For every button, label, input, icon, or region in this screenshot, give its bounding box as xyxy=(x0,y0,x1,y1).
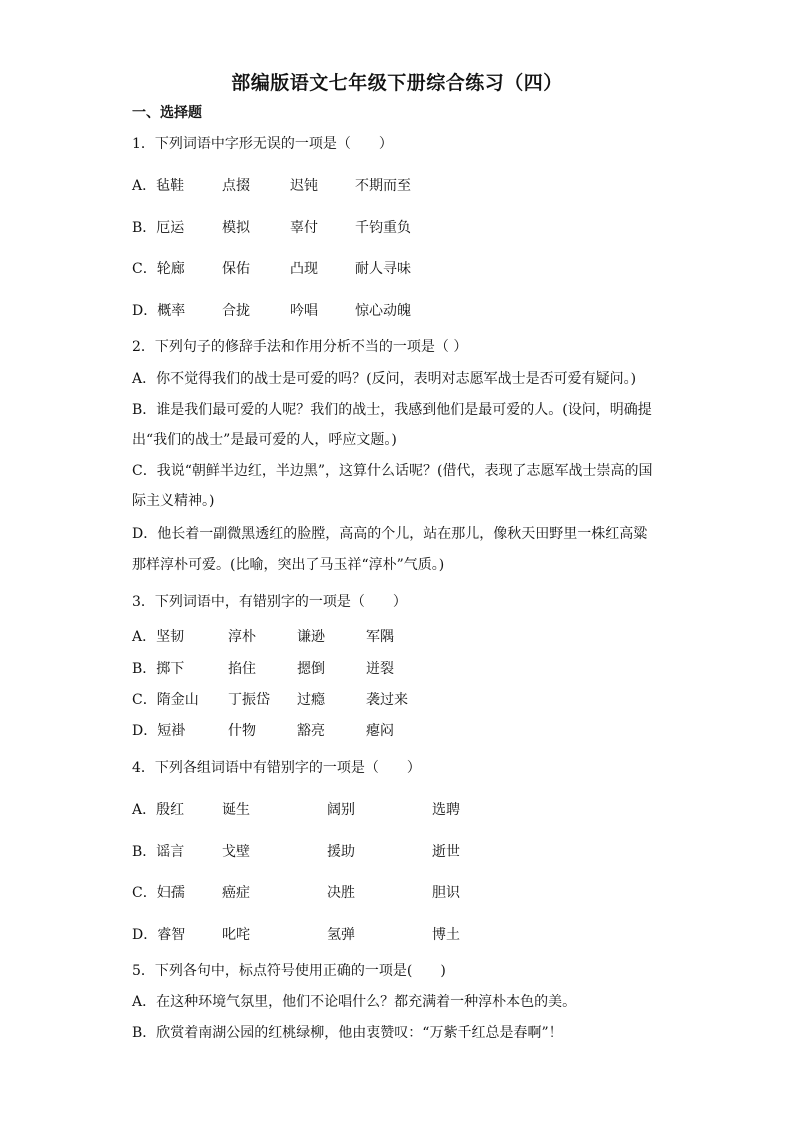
option-word: 选聘 xyxy=(432,802,460,818)
option-word: 豁亮 xyxy=(297,723,325,739)
question-2-option-d[interactable]: D．他长着一副微黑透红的脸膛，高高的个儿，站在那儿，像秋天田野里一株红高粱 xyxy=(132,526,648,542)
option-word: 凸现 xyxy=(290,261,318,277)
option-word: 模拟 xyxy=(222,220,250,236)
option-label: D．睿智 xyxy=(132,927,186,943)
question-2-option-b-cont: 出“我们的战士”是最可爱的人，呼应文题。) xyxy=(132,432,397,448)
option-word: 千钧重负 xyxy=(355,220,411,236)
option-word: 袭过来 xyxy=(366,692,408,708)
option-label: B．厄运 xyxy=(132,220,185,236)
option-word: 吟唱 xyxy=(290,303,318,319)
option-word: 过瘾 xyxy=(297,692,325,708)
section-heading: 一、选择题 xyxy=(132,105,202,121)
option-word: 辜付 xyxy=(290,220,318,236)
option-word: 掐住 xyxy=(228,661,256,677)
option-label: C．妇孺 xyxy=(132,885,185,901)
option-word: 博土 xyxy=(432,927,460,943)
question-5-stem: 5．下列各句中，标点符号使用正确的一项是( ) xyxy=(132,963,446,979)
option-word: 迟钝 xyxy=(290,178,318,194)
option-label: C．轮廊 xyxy=(132,261,185,277)
option-label: A．坚韧 xyxy=(132,629,185,645)
option-word: 谦逊 xyxy=(297,629,325,645)
question-5-option-a[interactable]: A．在这种环境气氛里，他们不论唱什么？都充满着一种淳朴本色的美。 xyxy=(132,994,577,1010)
option-word: 迸裂 xyxy=(366,661,394,677)
question-3-stem: 3．下列词语中，有错别字的一项是（ ） xyxy=(132,594,407,610)
option-label: B．掷下 xyxy=(132,661,185,677)
option-word: 决胜 xyxy=(327,885,355,901)
option-word: 阔别 xyxy=(327,802,355,818)
option-word: 戈壁 xyxy=(222,844,250,860)
option-word: 癌症 xyxy=(222,885,250,901)
question-4-stem: 4．下列各组词语中有错别字的一项是（ ） xyxy=(132,760,421,776)
question-2-option-b[interactable]: B．谁是我们最可爱的人呢？我们的战士，我感到他们是最可爱的人。(设问，明确提 xyxy=(132,402,652,418)
option-label: A．毡鞋 xyxy=(132,178,185,194)
option-word: 诞生 xyxy=(222,802,250,818)
option-label: A．殷红 xyxy=(132,802,185,818)
option-word: 氢弹 xyxy=(327,927,355,943)
option-label: B．谣言 xyxy=(132,844,185,860)
option-label: C．隋金山 xyxy=(132,692,199,708)
question-1-stem: 1．下列词语中字形无误的一项是（ ） xyxy=(132,136,393,152)
option-word: 什物 xyxy=(228,723,256,739)
option-word: 不期而至 xyxy=(355,178,411,194)
option-word: 惊心动魄 xyxy=(355,303,411,319)
option-word: 淳朴 xyxy=(228,629,256,645)
question-2-option-a[interactable]: A．你不觉得我们的战士是可爱的吗？(反问，表明对志愿军战士是否可爱有疑问。) xyxy=(132,371,637,387)
question-2-option-d-cont: 那样淳朴可爱。(比喻，突出了马玉祥“淳朴”气质。) xyxy=(132,557,445,573)
option-label: D．短褂 xyxy=(132,723,186,739)
option-word: 叱咤 xyxy=(222,927,250,943)
option-label: D．概率 xyxy=(132,303,186,319)
option-word: 保佑 xyxy=(222,261,250,277)
question-2-stem: 2．下列句子的修辞手法和作用分析不当的一项是（ ） xyxy=(132,339,468,355)
option-word: 瘪闷 xyxy=(366,723,394,739)
option-word: 点掇 xyxy=(222,178,250,194)
option-word: 摁倒 xyxy=(297,661,325,677)
option-word: 合拢 xyxy=(222,303,250,319)
option-word: 逝世 xyxy=(432,844,460,860)
option-word: 军隅 xyxy=(366,629,394,645)
option-word: 丁振岱 xyxy=(228,692,270,708)
question-2-option-c[interactable]: C．我说“朝鲜半边红，半边黑”，这算什么话呢？(借代，表现了志愿军战士崇高的国 xyxy=(132,463,653,479)
option-word: 胆识 xyxy=(432,885,460,901)
question-2-option-c-cont: 际主义精神。) xyxy=(132,493,215,509)
question-5-option-b[interactable]: B．欣赏着南湖公园的红桃绿柳，他由衷赞叹：“万紫千红总是春啊”！ xyxy=(132,1025,563,1041)
option-word: 援助 xyxy=(327,844,355,860)
option-word: 耐人寻味 xyxy=(355,261,411,277)
page-title: 部编版语文七年级下册综合练习（四） xyxy=(231,72,563,94)
